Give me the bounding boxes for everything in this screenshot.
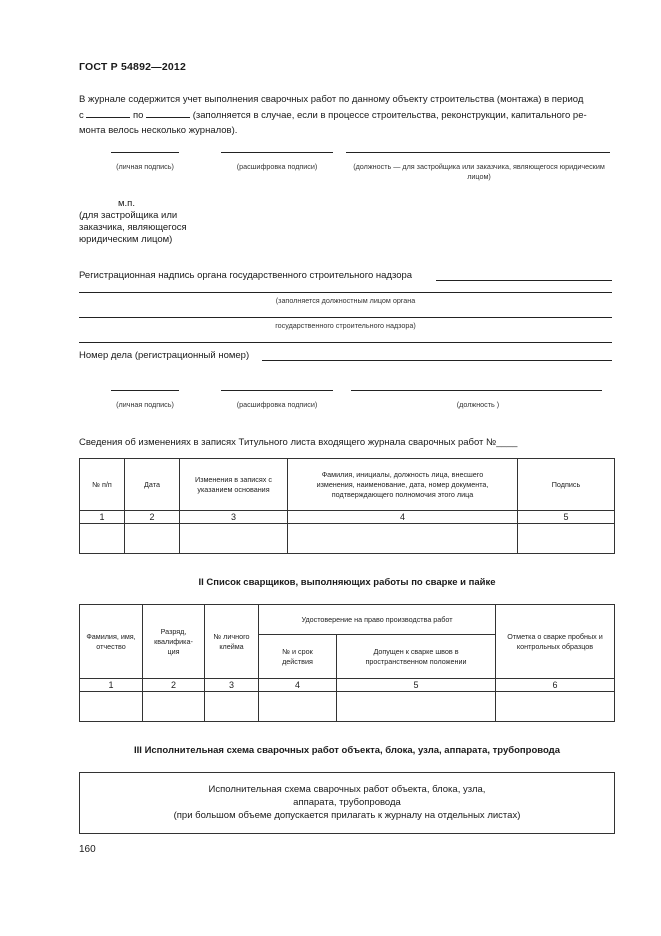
column-number: 4 (259, 679, 337, 692)
column-number: 6 (496, 679, 615, 692)
registration-label: Регистрационная надпись органа государственного строительного надзора (79, 270, 413, 281)
case-number-label: Номер дела (регистрационный номер) (79, 350, 250, 361)
registration-caption-1: (заполняется должностным лицом органа (275, 296, 416, 305)
changes-empty-row (80, 524, 615, 554)
column-number: 3 (180, 511, 288, 524)
col-header-name: Фамилия, имя, отчество (80, 605, 143, 679)
schema-section-title: III Исполнительная схема сварочных работ объекта, блока, узла, аппарата, трубопровода (134, 745, 560, 756)
column-number: 1 (80, 679, 143, 692)
registration-line-2 (79, 292, 612, 293)
position-caption: (должность — для застройщика или заказчика, являющегося юридическим лицом) (353, 162, 605, 181)
intro-line-3: монта велось несколько журналов). (79, 125, 238, 136)
registration-line (436, 280, 612, 281)
empty-cell (259, 692, 337, 722)
col-header-changes: Изменения в записях с указанием основания (180, 459, 288, 511)
registration-caption-2: государственного строительного надзора) (275, 321, 416, 330)
registration-line-3 (79, 317, 612, 318)
changes-number-row (80, 511, 615, 524)
schema-line-1: Исполнительная схема сварочных работ объекта, блока, узла, (208, 784, 486, 795)
col-header-person: Фамилия, инициалы, должность лица, внесшего изменения, наименование, дата, номер документа, подтверждающего полномочия этого лица (288, 459, 518, 511)
intro-line-2: с по (заполняется в случае, если в процессе строительства, реконструкции, капитального ре- (79, 107, 615, 123)
changes-header-row (80, 459, 615, 511)
column-number: 4 (288, 511, 518, 524)
period-from-blank (86, 107, 130, 118)
col-header-date: Дата (125, 459, 180, 511)
col-header-signature: Подпись (518, 459, 615, 511)
col-header-number: № п/п (80, 459, 125, 511)
column-number: 5 (518, 511, 615, 524)
personal-signature-caption: (личная подпись) (116, 162, 174, 171)
case-number-line (262, 360, 612, 361)
decryption-line-2 (221, 390, 333, 391)
col-header-admitted: Допущен к сварке швов в пространственном положении (337, 635, 496, 679)
decryption-caption: (расшифровка подписи) (236, 162, 318, 171)
stamp-note: (для застройщика или заказчика, являющегося юридическим лицом) (79, 210, 187, 245)
position-caption-2: (должность ) (456, 400, 500, 409)
col-header-certificate-number: № и срок действия (259, 635, 337, 679)
schema-box (79, 772, 615, 834)
empty-cell (180, 524, 288, 554)
changes-title: Сведения об изменениях в записях Титульного листа входящего журнала сварочных работ №____ (79, 437, 518, 448)
decryption-caption-2: (расшифровка подписи) (236, 400, 318, 409)
signature-line (111, 152, 179, 153)
changes-table (79, 458, 615, 554)
welders-number-row (80, 679, 615, 692)
welders-header-row-1 (80, 605, 615, 635)
col-header-stamp: № личного клейма (205, 605, 259, 679)
period-to-blank (146, 107, 190, 118)
column-number: 2 (143, 679, 205, 692)
empty-cell (518, 524, 615, 554)
position-line (346, 152, 610, 153)
registration-line-4 (79, 342, 612, 343)
position-line-2 (351, 390, 602, 391)
column-number: 3 (205, 679, 259, 692)
col-header-certificate-group: Удостоверение на право производства работ (259, 605, 496, 635)
empty-cell (80, 524, 125, 554)
empty-cell (205, 692, 259, 722)
schema-line-2: аппарата, трубопровода (293, 797, 401, 808)
document-code: ГОСТ Р 54892—2012 (79, 61, 187, 73)
personal-signature-caption-2: (личная подпись) (116, 400, 174, 409)
welders-empty-row (80, 692, 615, 722)
column-number: 2 (125, 511, 180, 524)
stamp-mark: м.п. (118, 198, 135, 209)
empty-cell (143, 692, 205, 722)
empty-cell (80, 692, 143, 722)
welders-table (79, 604, 615, 722)
intro-paragraph (79, 92, 615, 138)
signature-line-2 (111, 390, 179, 391)
page-number: 160 (79, 844, 96, 855)
col-header-grade: Разряд, квалифика- ция (143, 605, 205, 679)
column-number: 5 (337, 679, 496, 692)
schema-line-3: (при большом объеме допускается прилагать к журналу на отдельных листах) (173, 810, 521, 821)
column-number: 1 (80, 511, 125, 524)
empty-cell (337, 692, 496, 722)
intro-line-1: В журнале содержится учет выполнения сварочных работ по данному объекту строительства (монтажа) в период (79, 94, 584, 105)
col-header-samples: Отметка о сварке пробных и контрольных образцов (496, 605, 615, 679)
empty-cell (288, 524, 518, 554)
empty-cell (496, 692, 615, 722)
decryption-line (221, 152, 333, 153)
empty-cell (125, 524, 180, 554)
welders-section-title: II Список сварщиков, выполняющих работы по сварке и пайке (198, 577, 496, 588)
